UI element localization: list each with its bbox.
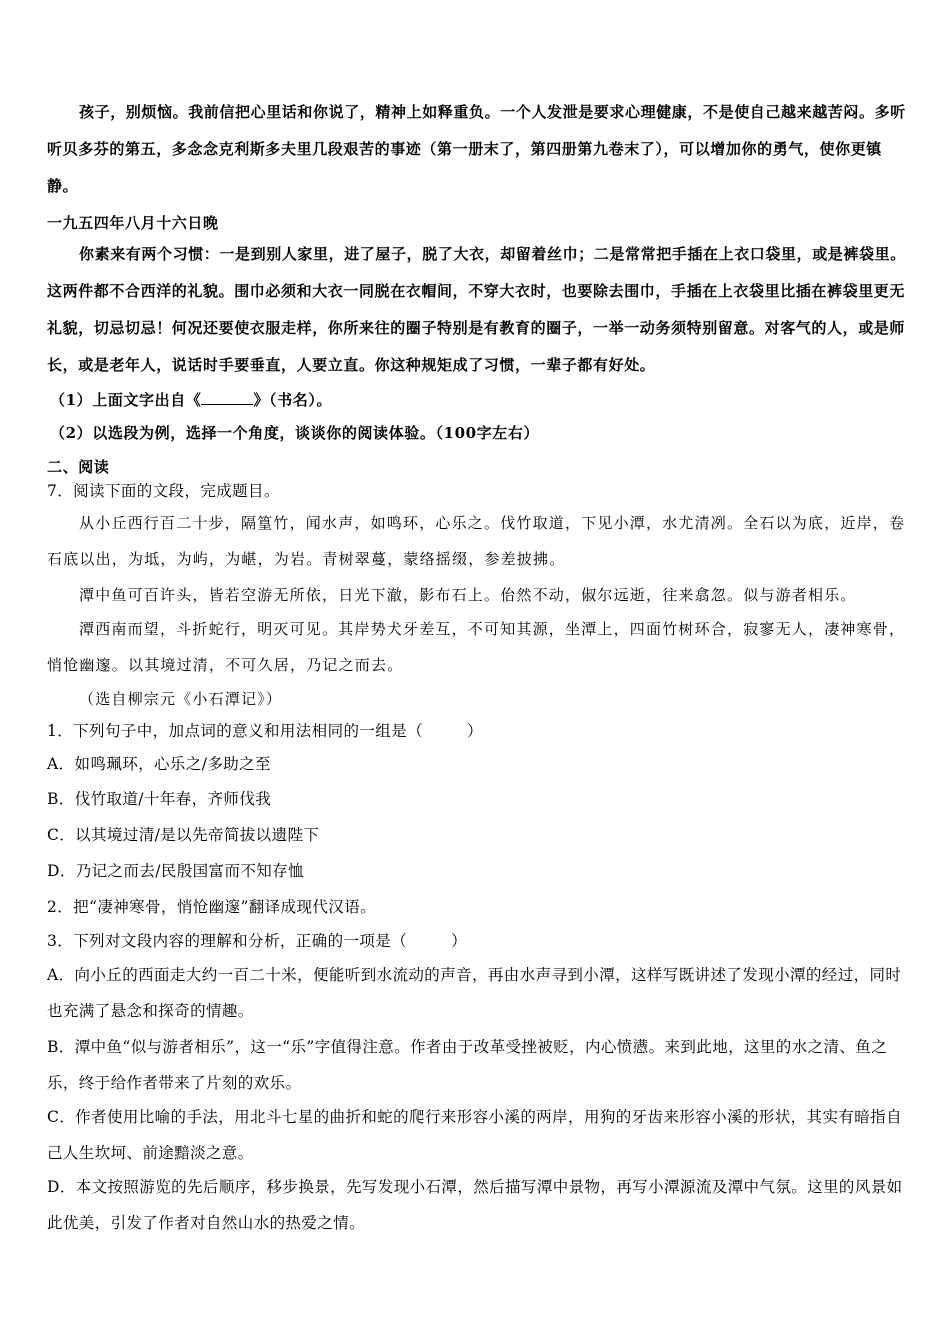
question-1-text-before: （1）上面文字出自《 <box>50 391 202 409</box>
letter-paragraph-2: 你素来有两个习惯：一是到别人家里，进了屋子，脱了大衣，却留着丝巾；二是常常把手插在上衣口袋里，或是裤袋里。这两件都不合西洋的礼貌。围巾必须和大衣一同脱在衣帽间，不穿大衣时，也要除去围巾，手插在上衣袋里比插在裤袋里更无礼貌，切忌切忌！何况还要使衣服走样，你所来往的圈子特别是有教育的圈子，一举一动务须特别留意。对客气的人，或是师长，或是老年人，说话时手要垂直，人要立直。你这种规矩成了习惯，一辈子都有好处。 <box>47 245 906 374</box>
passage-source: （选自柳宗元《小石潭记》） <box>79 690 283 708</box>
sub-question-2: 2．把“凄神寒骨，悄怆幽邃”翻译成现代汉语。 <box>47 898 377 916</box>
sub-question-1-option-b: B．伐竹取道/十年春，齐师伐我 <box>47 790 272 808</box>
sub-question-3-text: 3．下列对文段内容的理解和分析，正确的一项是（ <box>47 932 408 950</box>
section-title: 二、阅读 <box>47 458 110 476</box>
letter-paragraph-1: 孩子，别烦恼。我前信把心里话和你说了，精神上如释重负。一个人发泄是要求心理健康，不是使自己越来越苦闷。多听听贝多芬的第五，多念念克利斯多夫里几段艰苦的事迹（第一册末了，第四册第九卷末了），可以增加你的勇气，使你更镇静。 <box>47 103 906 195</box>
passage-paragraph-3: 潭西南而望，斗折蛇行，明灭可见。其岸势犬牙差互，不可知其源，坐潭上，四面竹树环合，寂寥无人，凄神寒骨，悄怆幽邃。以其境过清，不可久居，乃记之而去。 <box>47 620 906 674</box>
passage-paragraph-2: 潭中鱼可百许头，皆若空游无所依，日光下澈，影布石上。佁然不动，俶尔远逝，往来翕忽。似与游者相乐。 <box>79 586 857 604</box>
sub-question-3-stem <box>47 923 909 959</box>
sub-question-3-option-b: B．潭中鱼“似与游者相乐”，这一“乐”字值得注意。作者由于改革受挫被贬，内心愤懑。来到此地，这里的水之清、鱼之乐，终于给作者带来了片刻的欢乐。 <box>47 1038 888 1092</box>
sub-question-1-stem <box>47 713 909 749</box>
question-1-text-after: 》（书名）。 <box>253 391 333 409</box>
passage-paragraph-1: 从小丘西行百二十步，隔篁竹，闻水声，如鸣环，心乐之。伐竹取道，下见小潭，水尤清冽。全石以为底，近岸，卷石底以出，为坻，为屿，为嵁，为岩。青树翠蔓，蒙络摇缀，参差披拂。 <box>47 514 906 568</box>
sub-question-1-option-a: A．如鸣珮环，心乐之/多助之至 <box>47 755 271 773</box>
letter-date: 一九五四年八月十六日晚 <box>47 214 219 232</box>
question-2-reading-experience: （2）以选段为例，选择一个角度，谈谈你的阅读体验。（100字左右） <box>50 424 540 442</box>
question-1-book-title <box>50 382 912 419</box>
sub-question-3-option-c: C．作者使用比喻的手法，用北斗七星的曲折和蛇的爬行来形容小溪的两岸，用狗的牙齿来形容小溪的形状，其实有暗指自己人生坎坷、前途黯淡之意。 <box>47 1108 902 1162</box>
sub-question-3-option-d: D．本文按照游览的先后顺序，移步换景，先写发现小石潭，然后描写潭中景物，再写小潭源流及潭中气氛。这里的风景如此优美，引发了作者对自然山水的热爱之情。 <box>47 1178 903 1232</box>
answer-blank <box>201 390 253 405</box>
sub-question-1-close: ） <box>466 722 483 740</box>
sub-question-1-option-c: C．以其境过清/是以先帝简拔以遗陛下 <box>47 826 320 844</box>
sub-question-1-option-d: D．乃记之而去/民殷国富而不知存恤 <box>47 862 304 880</box>
question-7-stem: 7．阅读下面的文段，完成题目。 <box>47 482 280 500</box>
sub-question-3-close: ） <box>451 932 467 950</box>
sub-question-3-option-a: A．向小丘的西面走大约一百二十米，便能听到水流动的声音，再由水声寻到小潭，这样写既讲述了发现小潭的经过，同时也充满了悬念和探奇的情趣。 <box>47 966 902 1020</box>
sub-question-1-text: 1．下列句子中，加点词的意义和用法相同的一组是（ <box>47 722 423 740</box>
